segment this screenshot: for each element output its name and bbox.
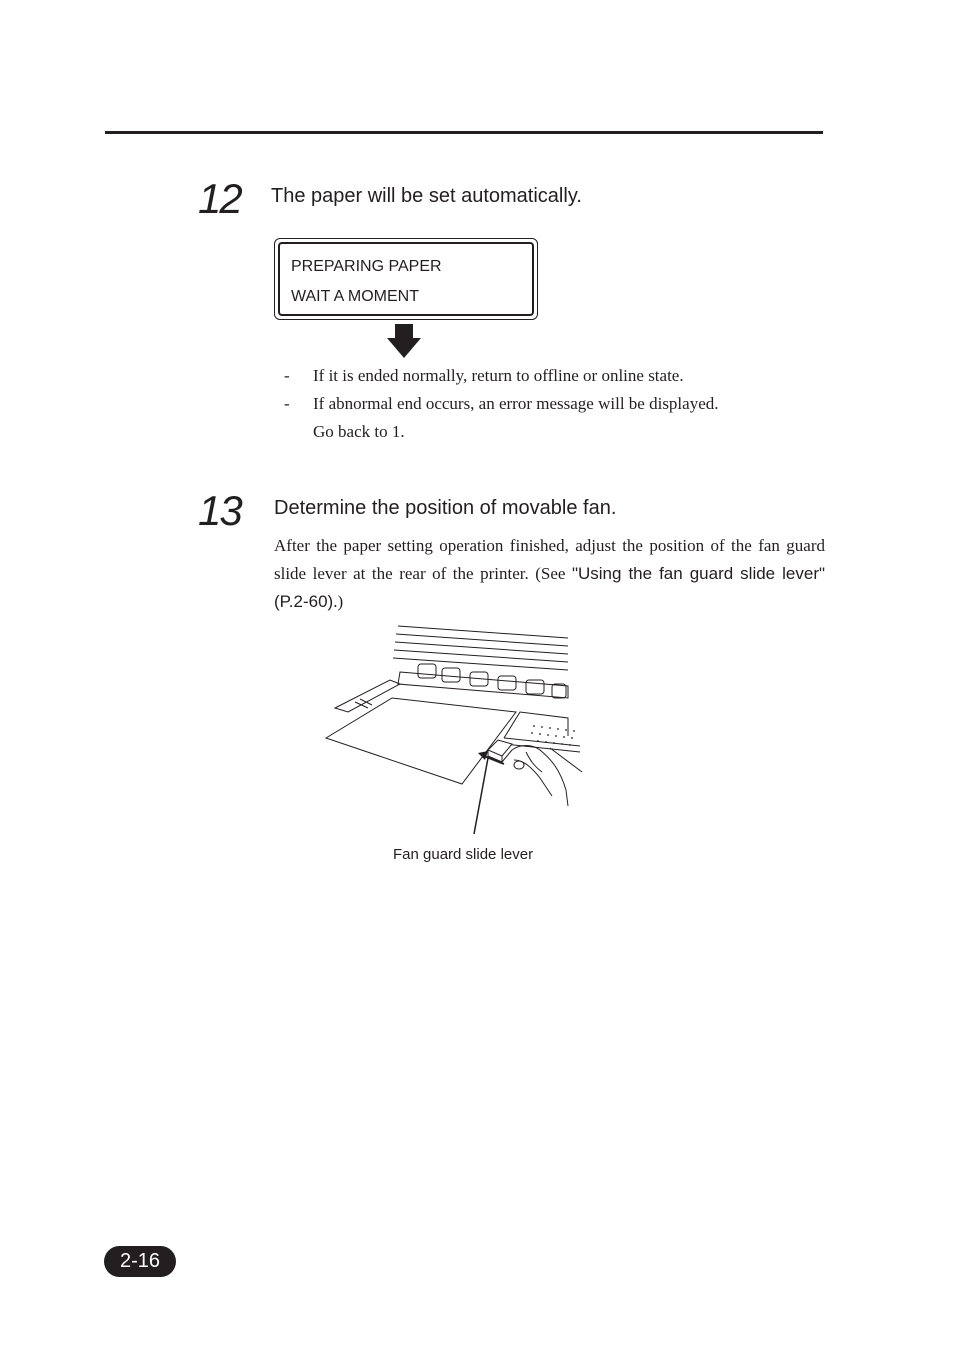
step-13-title: Determine the position of movable fan. [274, 497, 617, 519]
note-text: If it is ended normally, return to offline or online state. [313, 366, 684, 385]
illustration-caption: Fan guard slide lever [393, 846, 534, 863]
step-13-paragraph [274, 532, 825, 616]
printer-illustration [320, 620, 585, 840]
step-12-title: The paper will be set automatically. [271, 185, 582, 207]
para-text: .) [333, 592, 344, 611]
lcd-screen [278, 242, 534, 316]
note-text: Go back to 1. [313, 422, 405, 441]
down-arrow-icon [386, 324, 422, 360]
step-13-number: 13 [198, 487, 241, 534]
lcd-display [274, 238, 538, 320]
note-dash: - [284, 394, 290, 413]
note-item [284, 390, 719, 418]
step-12-notes [284, 362, 719, 446]
header-rule [105, 131, 823, 134]
note-item [284, 362, 719, 390]
note-text: If abnormal end occurs, an error message will be displayed. [313, 394, 719, 413]
lcd-line-2: WAIT A MOMENT [291, 288, 420, 305]
note-continuation [284, 418, 719, 446]
lcd-line-1: PREPARING PAPER [291, 258, 442, 275]
para-text: After the paper setting operation finished, adjust the position of the fan guard slide lever at the rear of the printer. (See [274, 536, 825, 583]
step-12-number: 12 [198, 175, 241, 222]
pinch-roller-icon [418, 664, 566, 698]
note-dash: - [284, 366, 290, 385]
cross-reference-link[interactable]: "Using the fan guard slide lever" (P.2-60) [274, 564, 826, 611]
page-number-badge: 2-16 [104, 1246, 176, 1277]
